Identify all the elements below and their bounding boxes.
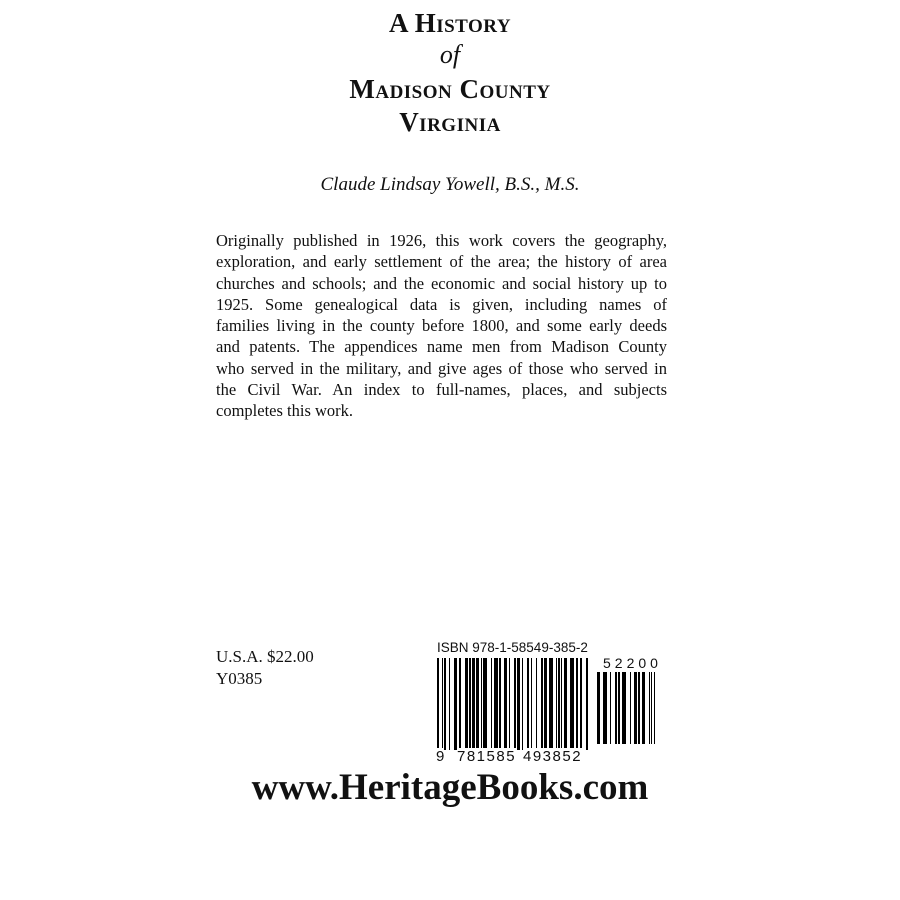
barcode-bar: [437, 658, 439, 750]
description-line: 1925. Some genealogical data is given, including names of: [216, 294, 667, 314]
description-line: Originally published in 1926, this work covers the geography,: [216, 231, 667, 250]
price: U.S.A. $22.00: [216, 647, 314, 666]
description-line: completes this work.: [216, 401, 354, 421]
description-line: churches and schools; and the economic and social history up to: [216, 273, 667, 293]
price-block: [216, 646, 314, 690]
barcode-bar: [642, 672, 645, 744]
description-line: families living in the county before 1800, and some early deeds: [216, 316, 667, 336]
barcode-bar: [580, 658, 582, 750]
barcode-bar: [610, 672, 611, 744]
barcode-bar: [586, 658, 588, 750]
barcode-bar: [442, 658, 443, 750]
barcode-bar: [651, 672, 652, 744]
addon-barcode: [597, 672, 655, 744]
barcode-bar: [556, 658, 557, 750]
barcode-bar: [472, 658, 475, 750]
barcode-digits-right: 493852: [523, 748, 583, 765]
barcode-bar: [634, 672, 637, 744]
barcode-bar: [570, 658, 574, 750]
barcode-bar: [504, 658, 507, 750]
barcode-bar: [522, 658, 523, 750]
title-line-2: of: [439, 40, 461, 69]
barcode-bar: [527, 658, 529, 750]
barcode-bar: [531, 658, 532, 750]
isbn-label: ISBN 978-1-58549-385-2: [437, 640, 588, 655]
barcode-bar: [649, 672, 650, 744]
title-line-1: A History: [388, 8, 512, 38]
website: www.HeritageBooks.com: [251, 767, 649, 808]
barcode-digits-left: 781585: [457, 748, 517, 765]
barcode-bar: [514, 658, 516, 750]
barcode-bar: [491, 658, 492, 750]
isbn-barcode: [437, 658, 590, 750]
barcode-bar: [494, 658, 498, 750]
barcode-bar: [615, 672, 617, 744]
barcode-bar: [603, 672, 607, 744]
barcode-bar: [509, 658, 510, 750]
barcode-bar: [561, 658, 562, 750]
barcode-bar: [536, 658, 537, 750]
barcode-bar: [622, 672, 626, 744]
title-line-3: Madison County: [349, 74, 551, 104]
barcode-bar: [544, 658, 547, 750]
title-line-4: Virginia: [399, 107, 501, 137]
barcode-bar: [597, 672, 600, 744]
barcode-bar: [499, 658, 501, 750]
barcode-bar: [558, 658, 560, 750]
barcode-bar: [517, 658, 520, 750]
barcode-bar: [618, 672, 620, 744]
barcode-bar: [449, 658, 450, 750]
barcode-bar: [576, 658, 578, 750]
barcode-bar: [459, 658, 461, 750]
author: Claude Lindsay Yowell, B.S., M.S.: [320, 174, 580, 195]
barcode-bar: [454, 658, 457, 750]
barcode-bar: [630, 672, 631, 744]
barcode-bar: [465, 658, 468, 750]
barcode-bar: [654, 672, 655, 744]
barcode-bar: [549, 658, 553, 750]
barcode-bar: [481, 658, 482, 750]
description-line: and patents. The appendices name men from Madison County: [216, 337, 667, 357]
barcode-bar: [444, 658, 446, 750]
addon-digits: 52200: [603, 655, 662, 671]
barcode-bar: [638, 672, 640, 744]
barcode-bar: [483, 658, 487, 750]
barcode-bar: [476, 658, 479, 750]
barcode-digit-first: 9: [436, 748, 445, 765]
barcode-bar: [469, 658, 471, 750]
description-line: the Civil War. An index to full-names, places, and subjects: [216, 380, 667, 400]
description-line: who served in the military, and give ages of those who served in: [216, 358, 667, 378]
description: [216, 230, 667, 422]
barcode-bar: [564, 658, 567, 750]
description-line: exploration, and early settlement of the area; the history of area: [216, 252, 667, 272]
item-code: Y0385: [216, 669, 263, 688]
barcode-bar: [541, 658, 543, 750]
